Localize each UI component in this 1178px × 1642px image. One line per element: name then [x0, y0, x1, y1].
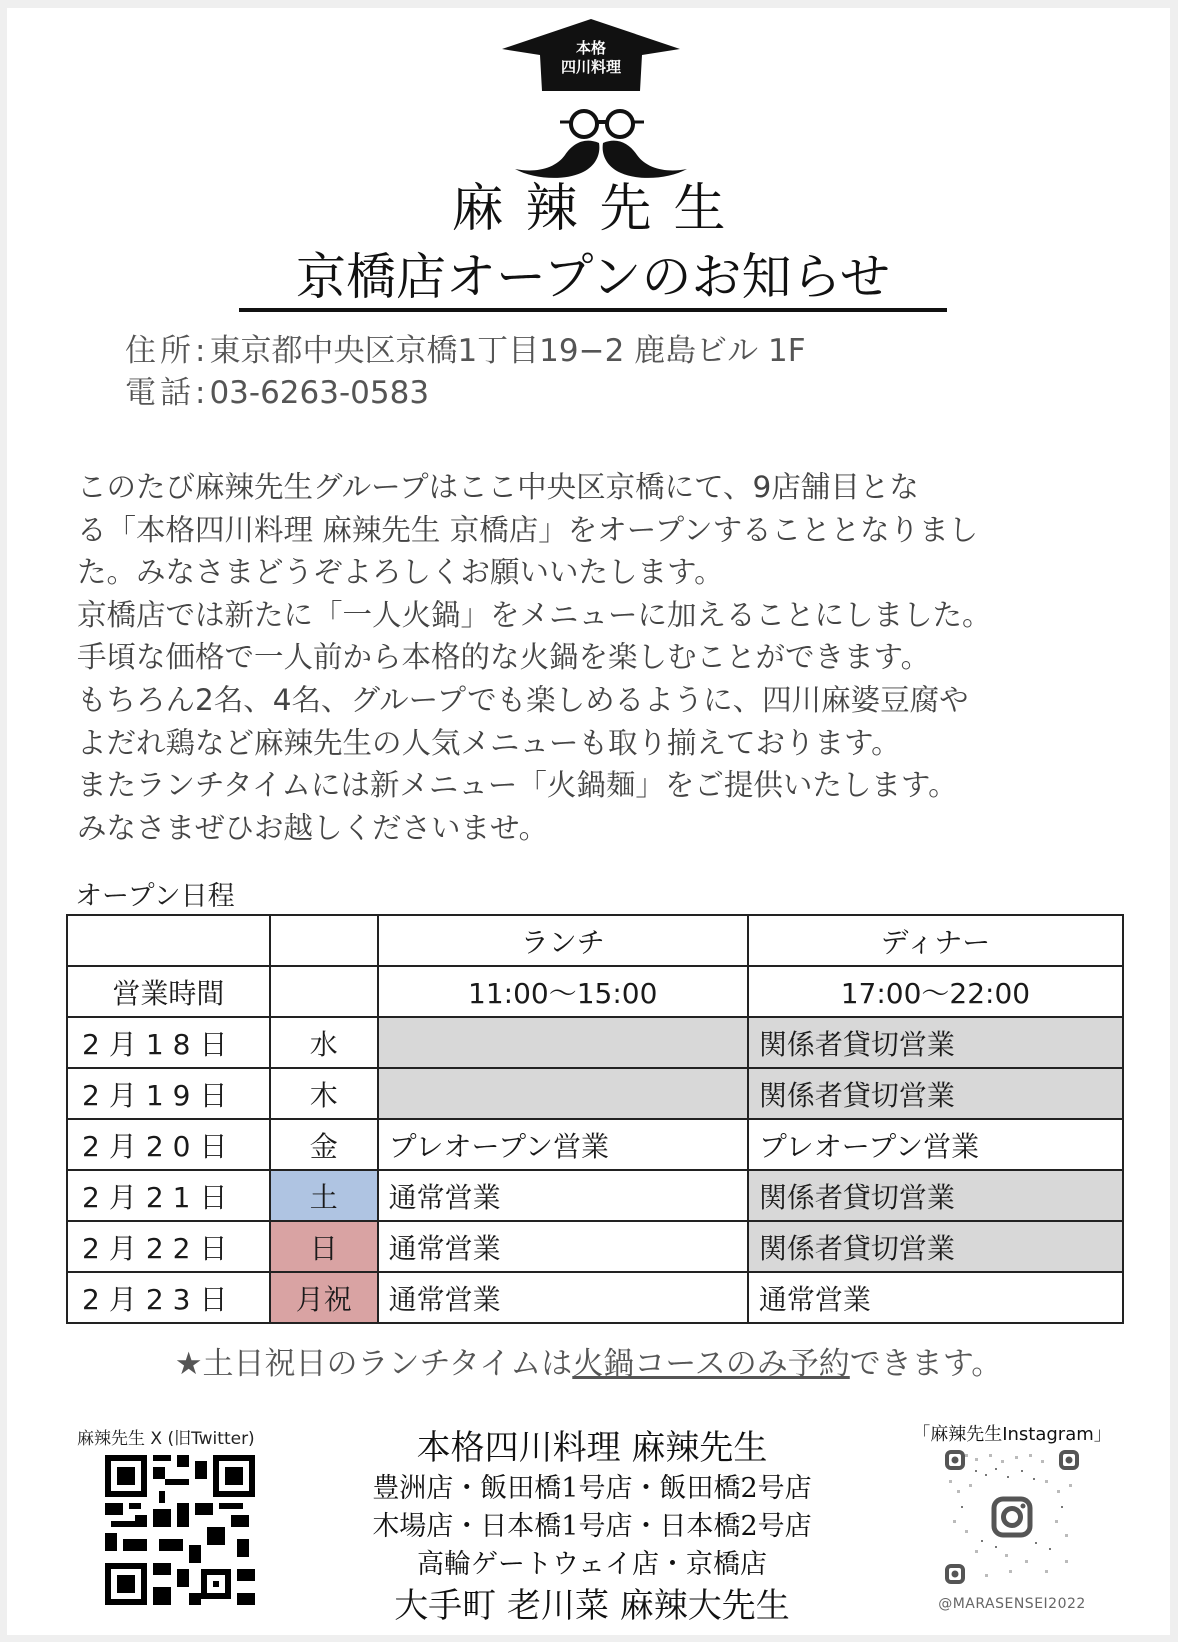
table-row [67, 1170, 1123, 1221]
lunch-cell: 通常営業 [378, 1272, 748, 1323]
reservation-note [7, 1338, 1170, 1383]
table-row [67, 1119, 1123, 1170]
body-line: よだれ鶏など麻辣先生の人気メニューも取り揃えております。 [77, 725, 901, 760]
lunch-cell [378, 1017, 748, 1068]
address-label: 住所: [125, 333, 210, 369]
table-header-row [67, 915, 1123, 966]
date-cell: 2月21日 [67, 1170, 270, 1221]
date-cell: 2月23日 [67, 1272, 270, 1323]
cap-line1: 本格 [575, 39, 606, 57]
mustache-icon [515, 139, 687, 181]
instagram-handle[interactable]: @MARASENSEI2022 [938, 1596, 1086, 1612]
dow-cell-holiday: 月祝 [270, 1272, 378, 1323]
phone-value[interactable]: 03-6263-0583 [209, 375, 430, 411]
brand-name: 麻辣先生 [451, 179, 748, 239]
dow-cell-saturday: 土 [270, 1170, 378, 1221]
dinner-hours: 17:00〜22:00 [748, 966, 1123, 1017]
announcement-body [77, 466, 1107, 849]
dinner-cell: 関係者貸切営業 [748, 1068, 1123, 1119]
address-value: 東京都中央区京橋1丁目19−2 鹿島ビル 1F [209, 333, 806, 369]
lunch-hours: 11:00〜15:00 [378, 966, 748, 1017]
phone-label: 電話: [125, 375, 210, 411]
logo [7, 14, 1170, 184]
dow-cell: 金 [270, 1119, 378, 1170]
note-underlined: 火鍋コースのみ予約 [572, 1346, 850, 1382]
table-row [67, 1068, 1123, 1119]
body-line: 手頃な価格で一人前から本格的な火鍋を楽しむことができます。 [77, 640, 931, 675]
graduation-cap-icon [502, 19, 680, 91]
body-line: みなさまぜひお越しくださいませ。 [77, 810, 549, 845]
sister-store: 大手町 老川菜 麻辣大先生 [394, 1586, 790, 1626]
lunch-cell: 通常営業 [378, 1170, 748, 1221]
body-line: またランチタイムには新メニュー「火鍋麺」をご提供いたします。 [77, 768, 958, 803]
instagram-label: 「麻辣先生Instagram」 [912, 1424, 1112, 1445]
hours-row [67, 966, 1123, 1017]
body-line: る「本格四川料理 麻辣先生 京橋店」をオープンすることとなりまし [77, 512, 979, 547]
dinner-cell: 関係者貸切営業 [748, 1221, 1123, 1272]
date-cell: 2月20日 [67, 1119, 270, 1170]
glasses-icon [558, 106, 646, 142]
schedule-table [66, 914, 1124, 1324]
dinner-cell: プレオープン営業 [748, 1119, 1123, 1170]
table-row [67, 1017, 1123, 1068]
store-brand: 本格四川料理 麻辣先生 [416, 1428, 768, 1468]
body-line: 京橋店では新たに「一人火鍋」をメニューに加えることにしました。 [77, 597, 992, 632]
store-list [337, 1426, 847, 1628]
dinner-cell: 関係者貸切営業 [748, 1170, 1123, 1221]
instagram-qr-code-icon[interactable] [945, 1450, 1079, 1584]
table-row [67, 1221, 1123, 1272]
phone-row [125, 372, 806, 414]
header-dow [270, 915, 378, 966]
flyer-sheet [7, 8, 1170, 1635]
hours-dow [270, 966, 378, 1017]
page-title: 京橋店オープンのお知らせ [239, 248, 947, 312]
header-date [67, 915, 270, 966]
instagram-icon [994, 1499, 1030, 1535]
lunch-cell: 通常営業 [378, 1221, 748, 1272]
schedule-label: オープン日程 [75, 881, 235, 912]
twitter-qr-code-icon[interactable] [105, 1455, 255, 1605]
body-line: た。みなさまどうぞよろしくお願いいたします。 [77, 555, 724, 590]
lunch-cell [378, 1068, 748, 1119]
lunch-cell: プレオープン営業 [378, 1119, 748, 1170]
cap-line2: 四川料理 [560, 58, 621, 76]
dow-cell: 水 [270, 1017, 378, 1068]
store-info [125, 330, 806, 414]
note-suffix: できます。 [849, 1346, 1003, 1382]
body-line: このたび麻辣先生グループはここ中央区京橋にて、9店舗目とな [77, 470, 919, 504]
hours-label: 営業時間 [67, 966, 270, 1017]
dinner-cell: 関係者貸切営業 [748, 1017, 1123, 1068]
store-line: 木場店・日本橋1号店・日本橋2号店 [372, 1511, 812, 1542]
address-row [125, 330, 806, 372]
store-line: 豊洲店・飯田橋1号店・飯田橋2号店 [372, 1473, 812, 1504]
twitter-label: 麻辣先生 X (旧Twitter) [77, 1429, 255, 1449]
table-row [67, 1272, 1123, 1323]
body-line: もちろん2名、4名、グループでも楽しめるように、四川麻婆豆腐や [77, 682, 969, 717]
date-cell: 2月22日 [67, 1221, 270, 1272]
note-prefix: ★土日祝日のランチタイムは [174, 1346, 573, 1382]
twitter-block [72, 1424, 292, 1609]
dow-cell-sunday: 日 [270, 1221, 378, 1272]
dinner-cell: 通常営業 [748, 1272, 1123, 1323]
date-cell: 2月18日 [67, 1017, 270, 1068]
header-lunch: ランチ [378, 915, 748, 966]
dow-cell: 木 [270, 1068, 378, 1119]
instagram-block [912, 1420, 1112, 1612]
store-line: 高輪ゲートウェイ店・京橋店 [417, 1549, 767, 1580]
date-cell: 2月19日 [67, 1068, 270, 1119]
header-dinner: ディナー [748, 915, 1123, 966]
